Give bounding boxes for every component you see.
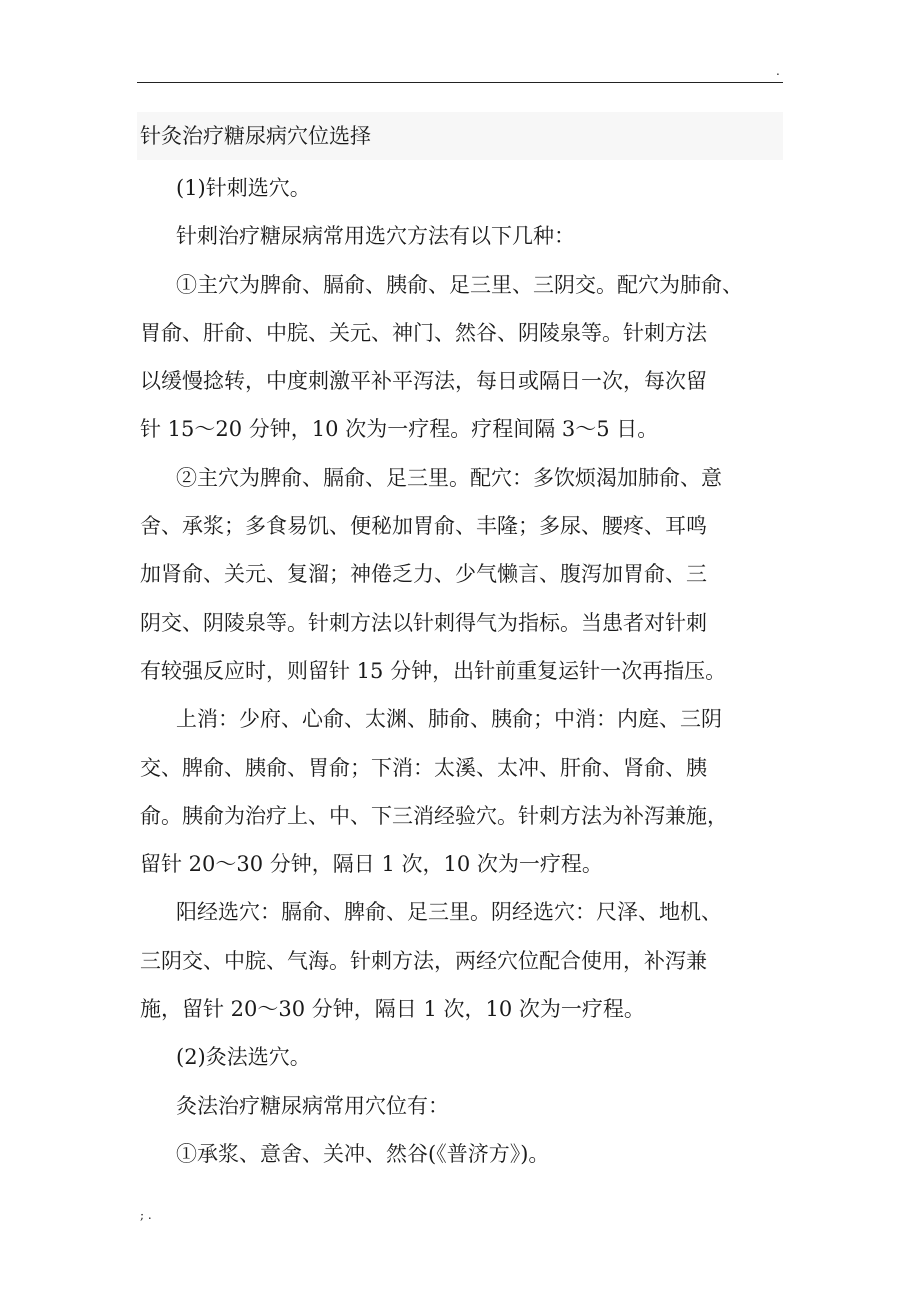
paragraph-yin-yang-meridians	[140, 888, 800, 1033]
paragraph-moxibustion-1	[140, 1130, 800, 1178]
text-line: 上消：少府、心俞、太渊、肺俞、胰俞；中消：内庭、三阴	[176, 707, 722, 732]
paragraph-method-2	[140, 454, 800, 695]
text-line: 以缓慢捻转，中度刺激平补平泻法，每日或隔日一次，每次留	[140, 369, 707, 394]
text-line: 胃俞、肝俞、中脘、关元、神门、然谷、阴陵泉等。针刺方法	[140, 320, 707, 345]
text-line: 灸法治疗糖尿病常用穴位有：	[176, 1093, 449, 1118]
text-line: 有较强反应时，则留针 15 分钟，出针前重复运针一次再指压。	[140, 658, 727, 683]
text-line: ②主穴为脾俞、膈俞、足三里。配穴：多饮烦渴加肺俞、意	[176, 465, 722, 490]
text-line: 三阴交、中脘、气海。针刺方法，两经穴位配合使用，补泻兼	[140, 948, 707, 973]
text-line: 阴交、阴陵泉等。针刺方法以针刺得气为指标。当患者对针刺	[140, 610, 707, 635]
text-line: ①主穴为脾俞、膈俞、胰俞、足三里、三阴交。配穴为肺俞、	[176, 272, 743, 297]
paragraph-three-xiao	[140, 695, 800, 888]
text-line: 施，留针 20～30 分钟，隔日 1 次，10 次为一疗程。	[140, 997, 645, 1022]
text-line: (1)针刺选穴。	[176, 176, 311, 200]
paragraph-intro	[140, 212, 800, 260]
text-line: 舍、承浆；多食易饥、便秘加胃俞、丰隆；多尿、腰疼、耳鸣	[140, 514, 707, 539]
paragraph-method-1	[140, 261, 800, 454]
text-line: 针 15～20 分钟，10 次为一疗程。疗程间隔 3～5 日。	[140, 417, 659, 442]
document-body	[140, 164, 800, 1178]
paragraph-moxibustion-heading	[140, 1033, 800, 1081]
header-rule	[137, 82, 783, 83]
text-line: 俞。胰俞为治疗上、中、下三消经验穴。针刺方法为补泻兼施，	[140, 803, 728, 828]
text-line: 针刺治疗糖尿病常用选穴方法有以下几种：	[176, 224, 575, 249]
text-line: 交、脾俞、胰俞、胃俞；下消：太溪、太冲、肝俞、肾俞、胰	[140, 755, 707, 780]
paragraph-acupuncture-heading	[140, 164, 800, 212]
header-mark: .	[776, 64, 780, 78]
footer-mark: ; .	[140, 1208, 152, 1222]
text-line: ①承浆、意舍、关冲、然谷(《普济方》)。	[176, 1141, 550, 1166]
text-line: 阳经选穴：膈俞、脾俞、足三里。阴经选穴：尺泽、地机、	[176, 900, 722, 925]
paragraph-moxibustion-intro	[140, 1082, 800, 1130]
text-line: 留针 20～30 分钟，隔日 1 次，10 次为一疗程。	[140, 852, 603, 877]
text-line: (2)灸法选穴。	[176, 1045, 311, 1070]
text-line: 加肾俞、关元、复溜；神倦乏力、少气懒言、腹泻加胃俞、三	[140, 562, 707, 587]
document-title: 针灸治疗糖尿病穴位选择	[140, 124, 371, 148]
